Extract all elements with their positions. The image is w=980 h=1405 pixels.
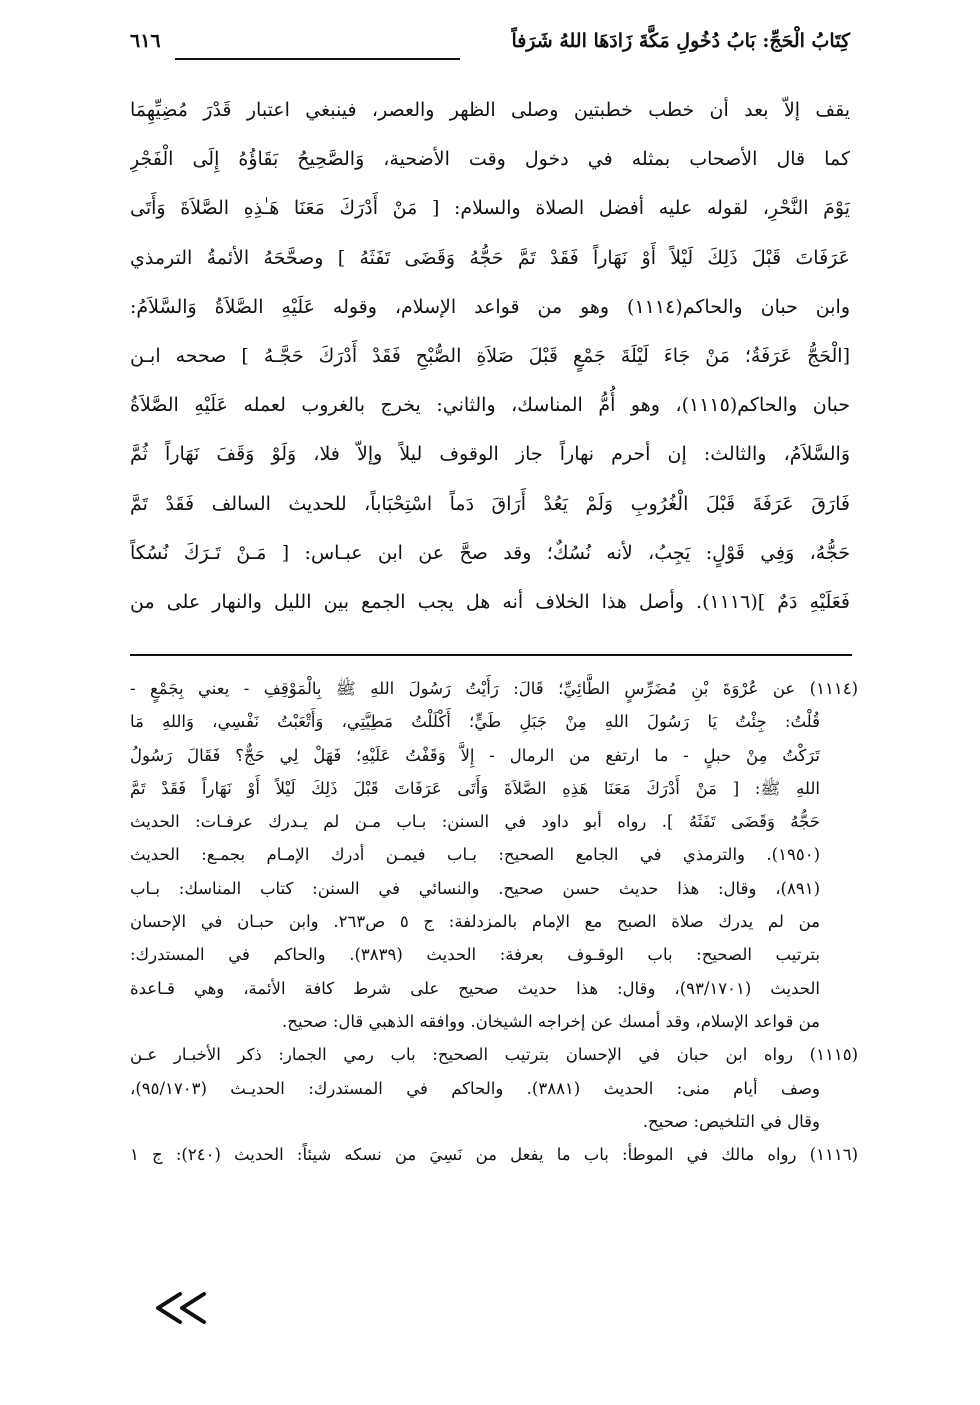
text-line: عَرَفَاتَ قَبْلَ ذَلِكَ لَيْلاً أَوْ نَهَاراً فَقَدْ تَمَّ حَجُّهُ وَقَضَى تَفَثَهُ ] وصحَّحَهُ الأئمةُ الترمذي bbox=[130, 246, 850, 269]
continuation-arrow-icon bbox=[150, 1290, 210, 1326]
footnote-line: (١١١٥) رواه ابن حبان في الإحسان بترتيب الصحيح: باب رمي الجمار: ذكر الأخبـار عـن bbox=[130, 1045, 858, 1065]
footnote-separator bbox=[130, 654, 852, 656]
text-line: فَارَقَ عَرَفَةَ قَبْلَ الْغُرُوبِ وَلَمْ يَعُدْ أَرَاقَ دَماً اسْتِحْبَاباً، للحديث السالف فَقَدْ تَمَّ bbox=[130, 492, 850, 515]
footnote-line: وصف أيام منى: الحديث (٣٨٨١). والحاكم في المستدرك: الحديـث (٩٥/١٧٠٣)، bbox=[130, 1078, 820, 1098]
running-head bbox=[130, 28, 850, 68]
footnote-line: (١١١٤) عن عُرْوَةَ بْنِ مُضَرِّسٍ الطَّائِيِّ؛ قَالَ: رَأَيْتُ رَسُولَ اللهِ ﷺ بِالْمَوْقِفِ - يعني بِجَمْعٍ - bbox=[130, 679, 858, 698]
footnote-line: وقال في التلخيص: صحيح. bbox=[642, 1111, 820, 1131]
footnote-line: حَجُّهُ وَقَضَى تَفَثَهُ ]. رواه أبو داود في السنن: بـاب مـن لم يـدرك عرفـات: الحديث bbox=[130, 812, 820, 832]
text-line: كما قال الأصحاب بمثله في دخول وقت الأضحية، وَالصَّحِيحُ بَقَاؤُهُ إِلَى الْفَجْرِ bbox=[130, 148, 850, 171]
text-line: وَالسَّلاَمُ، والثالث: إن أحرم نهاراً جاز الوقوف ليلاً وإلاّ فلا، وَلَوْ وَقَفَ نَهَاراً ثُمَّ bbox=[130, 443, 850, 466]
footnote-line: قُلْتُ: جِئْتُ يَا رَسُولَ اللهِ مِنْ جَبَلِ طَيٍّ؛ أَكْلَلْتُ مَطِيَّتِي، وَأَتْعَبْتُ نَفْسِي، وَاللهِ مَا bbox=[130, 712, 820, 732]
footnote-line: الحديث (٩٣/١٧٠١)، وقال: هذا حديث صحيح على شرط كافة الأئمة، وهي قـاعدة bbox=[130, 978, 820, 998]
footnote-line: اللهِ ﷺ: [ مَنْ أَدْرَكَ مَعَنَا هَذِهِ الصَّلاَةَ وَأَتَى عَرَفَاتَ قَبْلَ ذَلِكَ لَيْلاً أَوْ نَهَاراً فَقَدْ تَمَّ bbox=[130, 778, 820, 798]
text-line: يَوْمَ النَّحْرِ، لقوله عليه أفضل الصلاة والسلام: [ مَنْ أَدْرَكَ مَعَنَا هَـٰذِهِ الصَّلاَةَ وَأَتَى bbox=[130, 197, 850, 220]
text-line: حبان والحاكم(١١١٥)، وهو أُمُّ المناسك، والثاني: يخرج بالغروب لعمله عَلَيْهِ الصَّلاَةُ bbox=[130, 394, 850, 417]
footnote-1116 bbox=[130, 1138, 858, 1171]
footnote-line: بترتيب الصحيح: باب الوقـوف بعرفة: الحديث (٣٨٣٩). والحاكم في المستدرك: bbox=[130, 945, 820, 965]
text-line: فَعَلَيْهِ دَمٌ ](١١١٦). وأصل هذا الخلاف أنه هل يجب الجمع بين الليل والنهار على من bbox=[130, 590, 850, 613]
chapter-title: كِتَابُ الْحَجِّ: بَابُ دُخُولِ مَكَّةَ زَادَهَا اللهُ شَرَفاً bbox=[511, 30, 850, 52]
footnote-line: تَرَكْتُ مِنْ حبلٍ - ما ارتفع من الرمال - إِلاَّ وَقَفْتُ عَلَيْهِ؛ فَهَلْ لِي حَجٌّ؟ فَقَالَ رَسُولُ bbox=[130, 745, 820, 765]
text-line: وابن حبان والحاكم(١١١٤) وهو من قواعد الإسلام، وقوله عَلَيْهِ الصَّلاَةُ وَالسَّلاَمُ: bbox=[130, 295, 850, 318]
footnote-line: من قواعد الإسلام، وقد أمسك عن إخراجه الشيخان. ووافقه الذهبي قال: صحيح. bbox=[282, 1011, 820, 1031]
text-line: حَجُّهُ، وَفِي قَوْلٍ: يَجِبُ، لأنه نُسُكٌ؛ وقد صحَّ عن ابن عبـاس: [ مَـنْ تَـرَكَ نُسُكاً bbox=[130, 541, 850, 564]
header-rule bbox=[175, 58, 460, 60]
footnote-1114 bbox=[130, 672, 858, 1038]
page-number: ٦١٦ bbox=[130, 30, 161, 52]
footnote-line: (١١١٦) رواه مالك في الموطأ: باب ما يفعل من نَسِيَ من نسكه شيئاً: الحديث (٢٤٠): ج ١ bbox=[130, 1145, 858, 1165]
footnote-line: (٨٩١)، وقال: هذا حديث حسن صحيح. والنسائي في السنن: كتاب المناسك: بـاب bbox=[130, 878, 820, 898]
text-line: يقف إلاّ بعد أن خطب خطبتين وصلى الظهر والعصر، فينبغي اعتبار قَدْرَ مُضِيِّهِمَا bbox=[130, 99, 850, 121]
footnote-line: من لم يدرك صلاة الصبح مع الإمام بالمزدلفة: ج ٥ ص٢٦٣. وابن حبـان في الإحسان bbox=[130, 912, 821, 932]
main-text bbox=[130, 86, 850, 627]
footnotes bbox=[130, 672, 858, 1171]
footnote-1115 bbox=[130, 1038, 858, 1138]
text-line: [الْحَجُّ عَرَفَةُ؛ مَنْ جَاءَ لَيْلَةَ جَمْعٍ قَبْلَ صَلاَةِ الصُّبْحِ فَقَدْ أَدْرَكَ حَجَّـهُ ] صححه ابـن bbox=[130, 344, 850, 367]
footnote-line: (١٩٥٠). والترمذي في الجامع الصحيح: بـاب فيمـن أدرك الإمـام بجمـع: الحديث bbox=[130, 845, 820, 865]
